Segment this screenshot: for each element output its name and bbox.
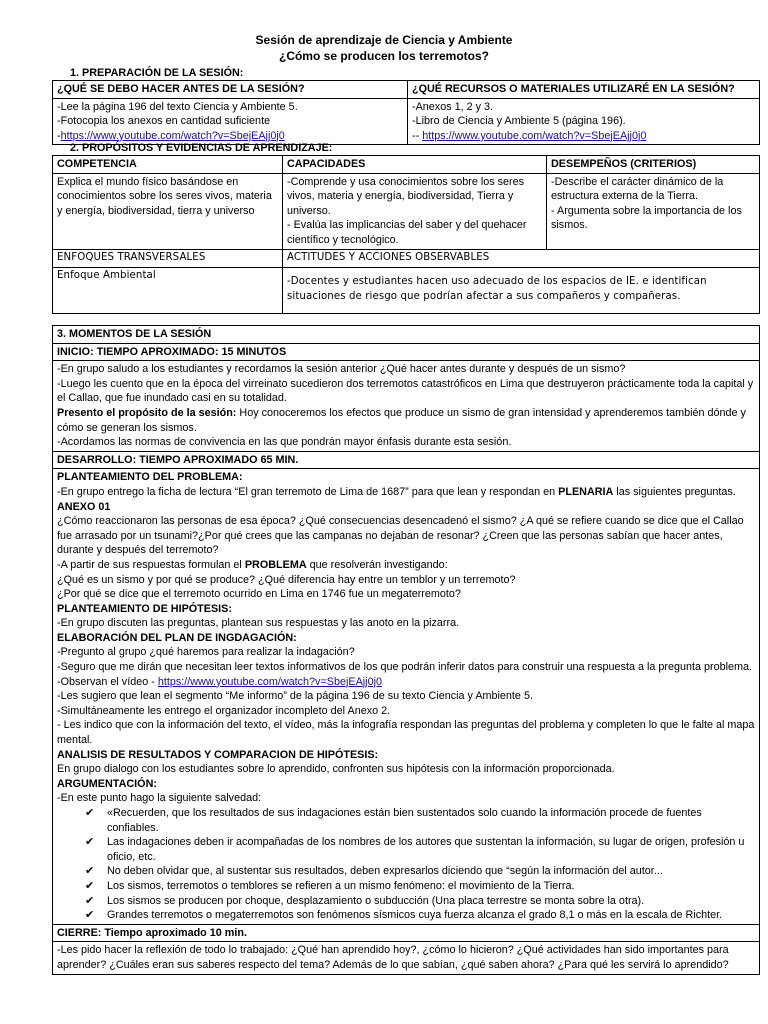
problema-question: ¿Qué es un sismo y por qué se produce? ¿Qué diferencia hay entre un temblor y un terremoto? xyxy=(57,573,516,586)
planteamiento-label: PLANTEAMIENTO DEL PROBLEMA: xyxy=(57,471,243,484)
anexo-label: ANEXO 01 xyxy=(57,500,111,513)
capacidades-header: CAPACIDADES xyxy=(283,156,547,174)
link-prefix: -- xyxy=(412,129,423,142)
planteamiento-line xyxy=(57,485,755,514)
checklist-item xyxy=(85,879,755,894)
cierre-cell: -Les pido hacer la reflexión de todo lo trabajado: ¿Qué han aprendido hoy?, ¿cómo lo hicieron? ¿Qué actividades han sido importantes para aprender? ¿Cuáles eran sus saberes respecto del tema? Además de lo que sabían, ¿qué saben ahora? ¿Para qué les servirá lo aprendido? xyxy=(53,942,760,974)
hipotesis-label: PLANTEAMIENTO DE HIPÓTESIS: xyxy=(57,602,232,615)
inicio-header: INICIO: TIEMPO APROXIMADO: 15 MINUTOS xyxy=(53,343,760,361)
capacidades-cell xyxy=(283,173,547,249)
analisis-label: ANALISIS DE RESULTADOS Y COMPARACION DE HIPÓTESIS: xyxy=(57,748,379,761)
enfoque-cell: Enfoque Ambiental xyxy=(53,267,283,313)
plan-line: -Seguro que me dirán que necesitan leer textos informativos de los que podrán inferir datos para construir una respuesta a la pregunta problema. xyxy=(57,661,753,674)
check-icon: ✔ xyxy=(85,879,95,892)
plan-line: - Les indico que con la información del texto, el vídeo, más la infografía respondan las preguntas del problema y completen lo que le falte al mapa mental. xyxy=(57,719,755,747)
problema-text: que resolverán investigando: xyxy=(306,558,448,571)
preparation-resources-cell xyxy=(408,98,760,145)
preparation-before-cell xyxy=(53,98,408,145)
cierre-header: CIERRE: Tiempo aproximado 10 min. xyxy=(53,924,760,942)
problema-question: ¿Por qué se dice que el terremoto ocurrido en Lima en 1746 fue un megaterremoto? xyxy=(57,588,461,601)
plan-line: -Pregunto al grupo ¿qué haremos para realizar la indagación? xyxy=(57,646,355,659)
competencia-cell: Explica el mundo físico basándose en conocimientos sobre los seres vivos, materia y energía, biodiversidad, tierra y universo xyxy=(53,173,283,249)
actitudes-header: ACTITUDES Y ACCIONES OBSERVABLES xyxy=(283,249,760,267)
moments-header: 3. MOMENTOS DE LA SESIÓN xyxy=(53,326,760,344)
youtube-link[interactable]: https://www.youtube.com/watch?v=SbejEAjj0j0 xyxy=(422,129,647,142)
moments-table xyxy=(52,325,760,975)
enfoques-header: ENFOQUES TRANSVERSALES xyxy=(53,249,283,267)
competencia-header: COMPETENCIA xyxy=(53,156,283,174)
inicio-cell xyxy=(53,361,760,452)
video-prefix: -Observan el vídeo - xyxy=(57,675,158,688)
analisis-text: En grupo dialogo con los estudiantes sobre lo aprendido, confronten sus hipótesis con la información proporcionada. xyxy=(57,763,615,776)
problema-text: -A partir de sus respuestas formulan el xyxy=(57,558,245,571)
checklist-text: Los sismos, terremotos o temblores se refieren a un mismo fenómeno: el movimiento de la Tierra. xyxy=(107,879,575,892)
questions-text: ¿Cómo reaccionaron las personas de esa época? ¿Qué consecuencias desencadenó el sismo? ¿A qué se refiere cuando se dice que el Callao fue arrasado por un tsunami?¿Por qué crees que las campanas no dejaban de resonar? ¿Creen que las personas sabían que hacer antes, durante y después del terremoto? xyxy=(57,515,744,557)
checklist-text: No deben olvidar que, al sustentar sus resultados, deben expresarlos diciendo que “según la información del autor... xyxy=(107,865,663,878)
desempenos-cell xyxy=(547,173,760,249)
document-subtitle: ¿Cómo se producen los terremotos? xyxy=(278,49,490,63)
preparation-resource-link-line xyxy=(412,129,755,144)
preparation-resource-line: -Anexos 1, 2 y 3. xyxy=(412,100,494,113)
section-2-label: 2. PROPÓSITOS Y EVIDENCIAS DE APRENDIZAJE: xyxy=(70,142,333,154)
checklist-text: Las indagaciones deben ir acompañadas de los nombres de los autores que sustentan la información, su lugar de origen, profesión u oficio, etc. xyxy=(107,836,745,863)
preparation-col2-header: ¿QUÉ RECURSOS O MATERIALES UTILIZARÉ EN LA SESIÓN? xyxy=(408,81,760,99)
checklist-text: Los sismos se producen por choque, desplazamiento o subducción (Una placa terrestre se monta sobre la otra). xyxy=(107,894,645,907)
link-prefix: - xyxy=(57,129,61,142)
inicio-line: -Luego les cuento que en la época del virreinato sucedieron dos terremotos catastróficos en Lima que destruyeron prácticamente toda la capital y el Callao, que fue inundado casi en su totalidad. xyxy=(57,377,754,405)
plan-line: -Les sugiero que lean el segmento “Me informo” de la página 196 de su texto Ciencia y Ambiente 5. xyxy=(57,690,533,703)
checklist-text: Grandes terremotos o megaterremotos son fenómenos sísmicos cuya fuerza alcanza el grado 8,1 o más en la escala de Richter. xyxy=(107,909,723,922)
problema-label: PROBLEMA xyxy=(244,558,307,571)
purpose-label: Presento el propósito de la sesión: xyxy=(57,406,237,419)
preparation-resource-line: -Libro de Ciencia y Ambiente 5 (página 196). xyxy=(412,115,626,128)
argumentacion-label: ARGUMENTACIÓN: xyxy=(57,777,157,790)
desempeno-item: - Argumenta sobre la importancia de los sismos. xyxy=(551,204,742,232)
youtube-link[interactable]: https://www.youtube.com/watch?v=SbejEAjj0j0 xyxy=(157,675,382,688)
checklist xyxy=(57,806,755,923)
check-icon: ✔ xyxy=(85,894,95,907)
desarrollo-header: DESARROLLO: TIEMPO APROXIMADO 65 MIN. xyxy=(53,451,760,469)
checklist-item xyxy=(85,864,755,879)
preparation-before-line: -Lee la página 196 del texto Ciencia y Ambiente 5. xyxy=(57,100,298,113)
purposes-table xyxy=(52,155,760,314)
checklist-item xyxy=(85,806,755,835)
inicio-purpose-line xyxy=(57,406,755,435)
planteamiento-text: -En grupo entrego la ficha de lectura “El gran terremoto de Lima de 1687” para que lean y respondan en xyxy=(57,485,559,498)
check-icon: ✔ xyxy=(85,909,95,922)
video-line xyxy=(57,675,755,690)
checklist-item xyxy=(85,894,755,909)
desempeno-item: -Describe el carácter dinámico de la estructura externa de la Tierra. xyxy=(551,175,724,203)
actitud-cell: -Docentes y estudiantes hacen uso adecuado de los espacios de IE. e identifican situaciones de riesgo que podrían afectar a sus compañeros y compañeras. xyxy=(283,267,760,313)
capacidad-item: - Evalúa las implicancias del saber y del quehacer científico y tecnológico. xyxy=(287,219,527,246)
checklist-text: «Recuerden, que los resultados de sus indagaciones están bien sustentados solo cuando la información procede de fuentes confiables. xyxy=(107,807,702,834)
purpose-text: Hoy conoceremos los efectos que produce un sismo de gran intensidad y aprenderemos también dónde y cómo se generan los sismos. xyxy=(57,406,746,434)
check-icon: ✔ xyxy=(85,865,95,878)
plenaria-label: PLENARIA xyxy=(558,485,614,498)
preparation-table xyxy=(52,80,760,145)
section-1-label: 1. PREPARACIÓN DE LA SESIÓN: xyxy=(70,67,244,79)
document-title: Sesión de aprendizaje de Ciencia y Ambiente xyxy=(255,33,513,47)
preparation-col1-header: ¿QUÉ SE DEBO HACER ANTES DE LA SESIÓN? xyxy=(53,81,408,99)
argumentacion-text: -En este punto hago la siguiente salvedad: xyxy=(57,792,262,805)
planteamiento-text: las siguientes preguntas. xyxy=(613,485,736,498)
hipotesis-text: -En grupo discuten las preguntas, plantean sus respuestas y las anoto en la pizarra. xyxy=(57,617,460,630)
inicio-line: -En grupo saludo a los estudiantes y recordamos la sesión anterior ¿Qué hacer antes durante y después de un sismo? xyxy=(57,363,626,376)
check-icon: ✔ xyxy=(85,836,95,849)
plan-label: ELABORACIÓN DEL PLAN DE INGDAGACIÓN: xyxy=(57,631,297,644)
desempenos-header: DESEMPEÑOS (CRITERIOS) xyxy=(547,156,760,174)
youtube-link[interactable]: https://www.youtube.com/watch?v=SbejEAjj0j0 xyxy=(60,129,285,142)
checklist-item xyxy=(85,908,755,923)
plan-line: -Simultáneamente les entrego el organizador incompleto del Anexo 2. xyxy=(57,704,391,717)
check-icon: ✔ xyxy=(85,807,95,819)
preparation-before-line: -Fotocopia los anexos en cantidad suficiente xyxy=(57,115,271,128)
checklist-item xyxy=(85,835,755,864)
problema-line xyxy=(57,558,755,573)
desarrollo-cell xyxy=(53,469,760,924)
inicio-line: -Acordamos las normas de convivencia en las que pondrán mayor énfasis durante esta sesión. xyxy=(57,436,512,449)
capacidad-item: -Comprende y usa conocimientos sobre los seres vivos, materia y energía, biodiversidad, Tierra y universo. xyxy=(287,175,525,217)
